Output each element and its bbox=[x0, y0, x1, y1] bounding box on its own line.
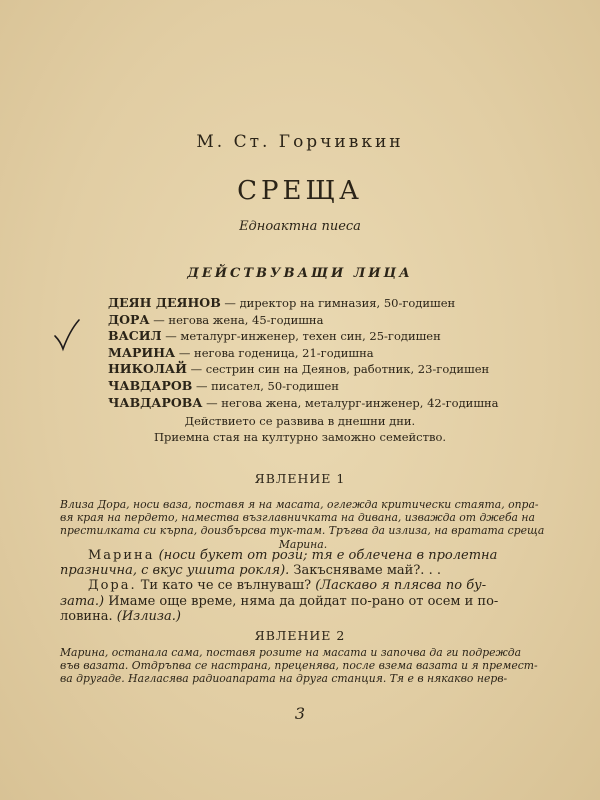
play-subtitle: Едноактна пиеса bbox=[239, 219, 361, 234]
cast-description: — негова жена, металург-инженер, 42-годишна bbox=[202, 395, 499, 410]
speaker-name: Дора. bbox=[88, 578, 137, 594]
scene-2-stage-direction bbox=[60, 646, 546, 686]
stage-line: вя края на пердето, намества възглавничката на дивана, изважда от джеба на bbox=[60, 511, 535, 525]
setting-line: Приемна стая на културно заможно семейство. bbox=[153, 429, 447, 444]
cast-entry bbox=[108, 295, 528, 312]
cast-entry bbox=[108, 345, 528, 362]
stage-line: Влиза Дора, носи ваза, поставя я на масата, оглежда критически стаята, опра- bbox=[60, 498, 539, 511]
dialogue-line bbox=[60, 578, 546, 593]
cast-name: МАРИНА bbox=[108, 344, 176, 360]
stage-remark: (Излиза.) bbox=[116, 608, 181, 624]
spoken-text: ловина. bbox=[60, 608, 117, 624]
stage-line: ва другаде. Нагласява радиоапарата на друга станция. Тя е в някакво нерв- bbox=[60, 672, 508, 686]
spoken-text: Ти като че се вълнуваш? bbox=[136, 578, 316, 594]
stage-remark: (носи букет от рози; тя е облечена в пролетна bbox=[154, 548, 498, 563]
cast-name: ЧАВДАРОВ bbox=[108, 377, 193, 393]
cast-list bbox=[108, 295, 528, 411]
handwritten-checkmark-icon bbox=[52, 318, 82, 352]
scene-1-stage-direction bbox=[60, 498, 546, 551]
cast-description: — директор на гимназия, 50-годишен bbox=[220, 296, 456, 310]
setting-line: Действието се развива в днешни дни. bbox=[184, 414, 416, 428]
spoken-text: Закъсняваме май?. . . bbox=[289, 563, 441, 579]
dialogue-line bbox=[60, 609, 546, 624]
speaker-name: Марина bbox=[88, 548, 155, 563]
cast-entry bbox=[108, 378, 528, 395]
cast-name: ДЕЯН ДЕЯНОВ bbox=[108, 295, 221, 310]
cast-entry bbox=[108, 312, 528, 329]
stage-line: престилката си кърпа, доизбърсва тук-там. Тръгва да излиза, на вратата среща bbox=[60, 524, 545, 538]
scene-2-heading: ЯВЛЕНИЕ 2 bbox=[254, 628, 346, 643]
cast-entry bbox=[108, 395, 528, 412]
play-title: СРЕЩА bbox=[237, 176, 363, 206]
stage-line: Марина, останала сама, поставя розите на масата и започва да ги подрежда bbox=[60, 646, 522, 659]
stage-line: Марина. bbox=[278, 537, 328, 551]
page-number: 3 bbox=[294, 704, 306, 723]
cast-description: — писател, 50-годишен bbox=[192, 378, 339, 393]
cast-description: — сестрин син на Деянов, работник, 23-годишен bbox=[186, 362, 490, 377]
cast-description: — негова жена, 45-годишна bbox=[149, 312, 324, 327]
scene-1-heading: ЯВЛЕНИЕ 1 bbox=[254, 471, 346, 486]
cast-entry bbox=[108, 361, 528, 378]
setting-description bbox=[0, 414, 600, 445]
dialogue-line bbox=[60, 548, 546, 563]
stage-line: във вазата. Отдръпва се настрана, преценява, после взема вазата и я премест- bbox=[60, 659, 538, 673]
spoken-text: Имаме още време, няма да дойдат по-рано от осем и по- bbox=[104, 593, 499, 609]
cast-heading: ДЕЙСТВУВАЩИ ЛИЦА bbox=[187, 266, 413, 281]
stage-remark: празнична, с вкус ушита рокля). bbox=[60, 563, 290, 579]
dialogue-line bbox=[60, 594, 546, 609]
cast-description: — негова годеница, 21-годишна bbox=[175, 345, 374, 360]
stage-remark: (Ласкаво я плясва по бу- bbox=[315, 578, 487, 594]
cast-name: ДОРА bbox=[108, 311, 150, 327]
cast-name: ВАСИЛ bbox=[108, 328, 162, 344]
stage-remark: зата.) bbox=[60, 593, 105, 609]
cast-name: ЧАВДАРОВА bbox=[108, 394, 203, 410]
author-name: М. Ст. Горчивкин bbox=[196, 132, 404, 152]
scene-1-dialogue bbox=[60, 548, 546, 624]
cast-description: — металург-инженер, техен син, 25-годишен bbox=[161, 329, 441, 344]
dialogue-line bbox=[60, 563, 546, 578]
cast-entry bbox=[108, 328, 528, 345]
cast-name: НИКОЛАЙ bbox=[108, 361, 187, 377]
